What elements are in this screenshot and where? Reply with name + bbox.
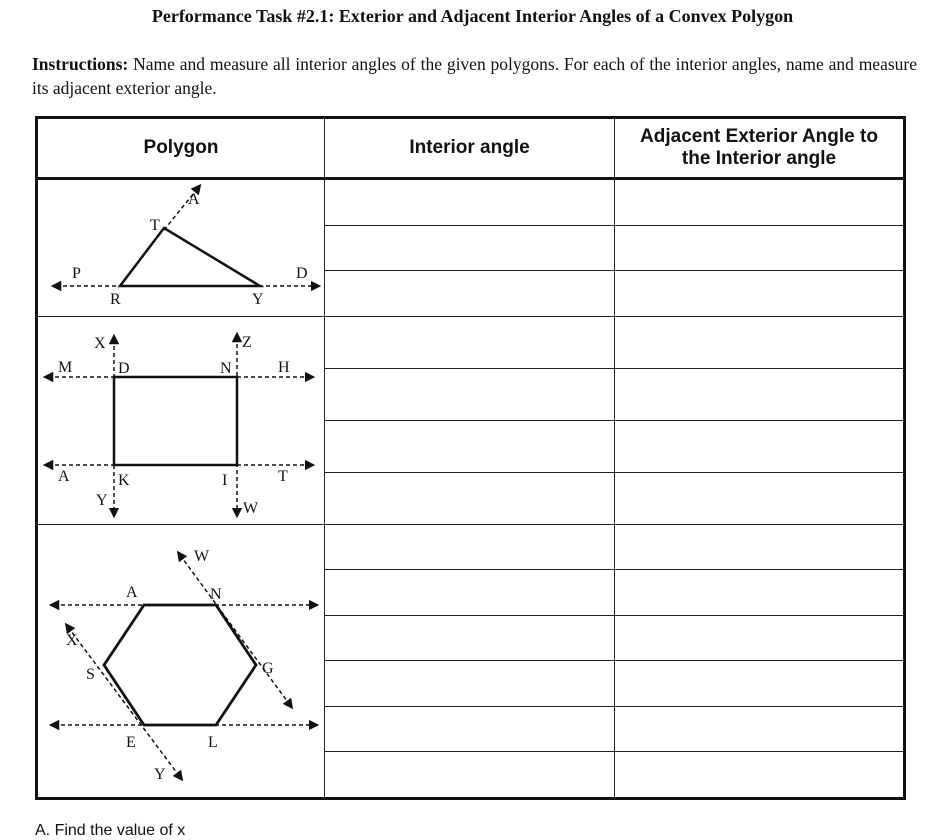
- label-t: T: [150, 217, 160, 234]
- answer-cell[interactable]: [615, 271, 905, 317]
- rectangle-shape: [114, 377, 237, 465]
- answer-cell[interactable]: [615, 570, 905, 615]
- label-i: I: [222, 472, 228, 489]
- answer-cell[interactable]: [615, 525, 905, 570]
- table-row: [37, 317, 905, 369]
- instructions-lead: Instructions:: [32, 54, 129, 74]
- label-n: N: [220, 360, 232, 377]
- hex-diag-wg: [180, 555, 290, 705]
- label-l: L: [208, 734, 218, 751]
- label-h: H: [278, 359, 290, 376]
- label-g: G: [262, 660, 274, 677]
- angles-table: [35, 116, 906, 800]
- answer-cell[interactable]: [325, 271, 615, 317]
- answer-cell[interactable]: [615, 179, 905, 226]
- triangle-figure-cell: [37, 179, 325, 317]
- label-m: M: [58, 359, 73, 376]
- answer-cell[interactable]: [615, 752, 905, 799]
- rectangle-figure: [38, 317, 324, 523]
- answer-cell[interactable]: [615, 706, 905, 751]
- label-a: A: [126, 584, 138, 601]
- label-t: T: [278, 468, 288, 485]
- answer-cell[interactable]: [325, 225, 615, 271]
- label-x: X: [94, 335, 106, 352]
- page-title: Performance Task #2.1: Exterior and Adjacent Interior Angles of a Convex Polygon: [151, 6, 794, 26]
- answer-cell[interactable]: [325, 473, 615, 525]
- table-header-row: [37, 118, 905, 179]
- label-w: W: [194, 548, 210, 565]
- answer-cell[interactable]: [615, 661, 905, 706]
- instructions-text: Name and measure all interior angles of the given polygons. For each of the interior angles, name and measure its adjacent exterior angle.: [32, 54, 917, 98]
- rectangle-figure-cell: [37, 317, 325, 525]
- label-a: A: [58, 468, 70, 485]
- label-y: Y: [96, 492, 108, 509]
- label-e: E: [126, 734, 136, 751]
- label-z: Z: [242, 334, 252, 351]
- answer-cell[interactable]: [615, 225, 905, 271]
- table-row: [37, 179, 905, 226]
- answer-cell[interactable]: [325, 570, 615, 615]
- label-y: Y: [252, 291, 264, 308]
- triangle-figure: [38, 180, 324, 316]
- label-a: A: [188, 191, 200, 208]
- answer-cell[interactable]: [325, 317, 615, 369]
- answer-cell[interactable]: [325, 661, 615, 706]
- label-p: P: [72, 265, 81, 282]
- answer-cell[interactable]: [325, 752, 615, 799]
- label-x: X: [66, 632, 78, 649]
- answer-cell[interactable]: [325, 525, 615, 570]
- answer-cell[interactable]: [615, 615, 905, 660]
- label-r: R: [110, 291, 121, 308]
- label-d: D: [296, 265, 308, 282]
- triangle-shape: [120, 228, 260, 286]
- label-d: D: [118, 360, 130, 377]
- answer-cell[interactable]: [325, 179, 615, 226]
- label-k: K: [118, 472, 130, 489]
- table-row: [37, 525, 905, 570]
- answer-cell[interactable]: [325, 615, 615, 660]
- header-interior-angle: Interior angle: [325, 118, 615, 179]
- label-y: Y: [154, 766, 166, 783]
- header-exterior-angle: Adjacent Exterior Angle to the Interior angle: [615, 118, 905, 179]
- instructions: [32, 52, 917, 100]
- hexagon-figure: [38, 525, 324, 797]
- answer-cell[interactable]: [615, 369, 905, 421]
- label-s: S: [86, 666, 95, 683]
- hexagon-figure-cell: [37, 525, 325, 799]
- answer-cell[interactable]: [325, 706, 615, 751]
- answer-cell[interactable]: [615, 473, 905, 525]
- answer-cell[interactable]: [325, 421, 615, 473]
- header-polygon: Polygon: [37, 118, 325, 179]
- next-question-partial: A. Find the value of x: [35, 822, 186, 839]
- answer-cell[interactable]: [325, 369, 615, 421]
- answer-cell[interactable]: [615, 421, 905, 473]
- answer-cell[interactable]: [615, 317, 905, 369]
- hex-diag-xy: [68, 627, 180, 777]
- label-n: N: [210, 586, 222, 603]
- label-w: W: [243, 500, 259, 517]
